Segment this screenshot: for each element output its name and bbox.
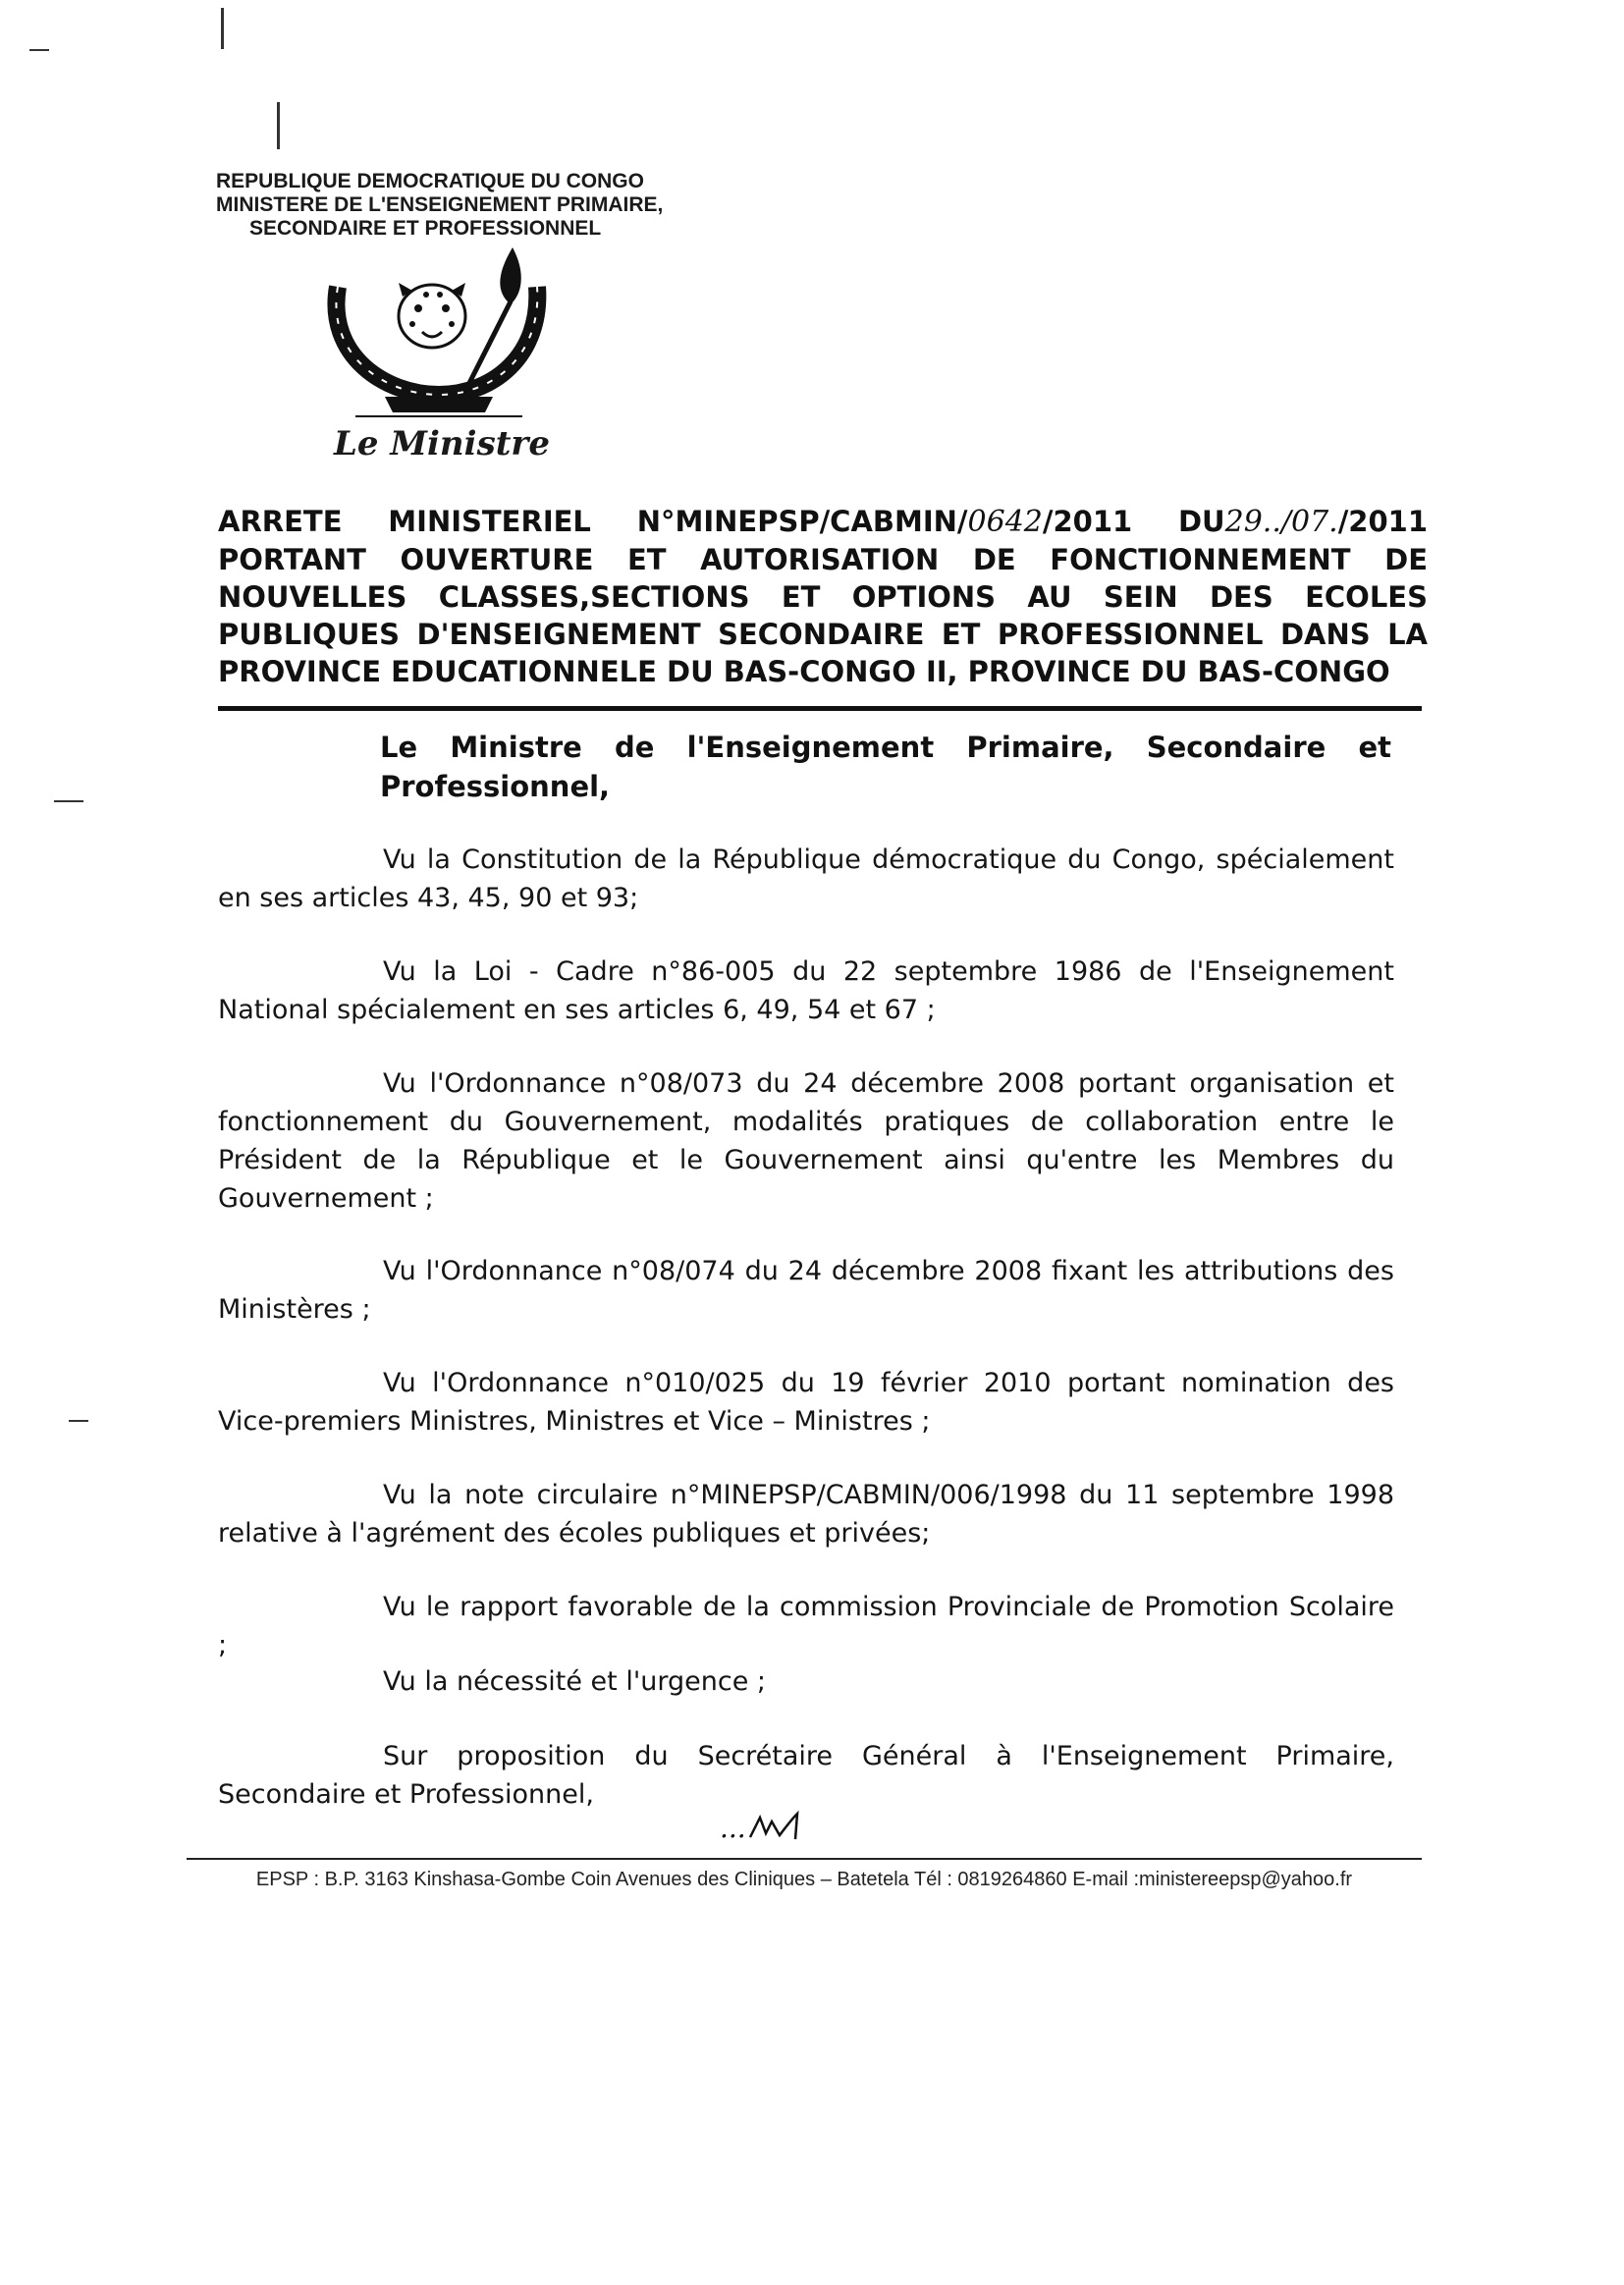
scan-speck — [29, 49, 49, 51]
scan-speck — [69, 1420, 88, 1422]
continuation-dots: ... — [720, 1812, 746, 1844]
considerant-urgence: Vu la nécessité et l'urgence ; — [383, 1666, 766, 1697]
intro-line-2: Professionnel, — [380, 770, 611, 803]
footer-contact: EPSP : B.P. 3163 Kinshasa-Gombe Coin Avenues des Cliniques – Batetela Tél : 0819264860 E-mail :ministereepsp@yahoo.fr — [255, 1869, 1353, 1890]
footer-divider — [187, 1858, 1422, 1860]
decree-date-suffix: /2011 — [1337, 505, 1429, 538]
decree-number-prefix: ARRETE MINISTERIEL N°MINEPSP/CABMIN/ — [218, 505, 968, 538]
letterhead-country: REPUBLIQUE DEMOCRATIQUE DU CONGO — [216, 170, 644, 192]
decree-title-line-3: NOUVELLES CLASSES,SECTIONS ET OPTIONS AU SEIN DES ECOLES — [218, 580, 1428, 614]
handwritten-initials-icon — [746, 1810, 815, 1843]
handwritten-decree-number: 0642 — [967, 505, 1043, 539]
scan-speck — [54, 800, 83, 802]
considerant-ordonnance-074: Vu l'Ordonnance n°08/074 du 24 décembre 2008 fixant les attributions des Ministères ; — [218, 1256, 1394, 1325]
scan-speck — [221, 8, 224, 49]
considerant-rapport: Vu le rapport favorable de la commission Provinciale de Promotion Scolaire ; — [218, 1592, 1394, 1660]
minister-signature-title: Le Ministre — [334, 424, 550, 463]
decree-date-prefix: /2011 DU — [1042, 505, 1225, 538]
considerant-loi-cadre: Vu la Loi - Cadre n°86-005 du 22 septembre 1986 de l'Enseignement National spécialement en ses articles 6, 49, 54 et 67 ; — [218, 956, 1394, 1025]
letterhead-ministry: MINISTERE DE L'ENSEIGNEMENT PRIMAIRE, — [216, 193, 664, 216]
decree-title-line-1 — [218, 503, 1428, 541]
intro-line-1: Le Ministre de l'Enseignement Primaire, Secondaire et — [380, 731, 1391, 764]
considerant-constitution: Vu la Constitution de la République démocratique du Congo, spécialement en ses articles 43, 45, 90 et 93; — [218, 844, 1394, 913]
considerant-ordonnance-073: Vu l'Ordonnance n°08/073 du 24 décembre 2008 portant organisation et fonctionnement du Gouvernement, modalités pratiques de collaboration entre le Président de la République et le Gouvernement ainsi qu'entre les Membres du Gouvernement ; — [218, 1068, 1394, 1214]
letterhead — [216, 170, 766, 241]
page-continuation-initials — [720, 1810, 815, 1844]
considerant-ordonnance-025: Vu l'Ordonnance n°010/025 du 19 février 2010 portant nomination des Vice-premiers Ministres, Ministres et Vice – Ministres ; — [218, 1368, 1394, 1437]
decree-title-line-4: PUBLIQUES D'ENSEIGNEMENT SECONDAIRE ET PROFESSIONNEL DANS LA — [218, 618, 1428, 651]
decree-title-line-5: PROVINCE EDUCATIONNELE DU BAS-CONGO II, PROVINCE DU BAS-CONGO — [218, 655, 1390, 688]
proposition-secretaire: Sur proposition du Secrétaire Général à l'Enseignement Primaire, Secondaire et Professionnel, — [218, 1741, 1394, 1810]
decree-title-line-2: PORTANT OUVERTURE ET AUTORISATION DE FONCTIONNEMENT DE — [218, 543, 1428, 576]
coat-of-arms-drc-icon — [316, 247, 562, 424]
handwritten-decree-date: 29../07. — [1224, 505, 1338, 539]
considerant-note-circulaire: Vu la note circulaire n°MINEPSP/CABMIN/006/1998 du 11 septembre 1998 relative à l'agrément des écoles publiques et privées; — [218, 1480, 1394, 1549]
letterhead-ministry-cont: SECONDAIRE ET PROFESSIONNEL — [249, 217, 602, 240]
decree-title — [218, 503, 1428, 690]
title-divider — [218, 706, 1422, 711]
scan-speck — [277, 102, 280, 149]
